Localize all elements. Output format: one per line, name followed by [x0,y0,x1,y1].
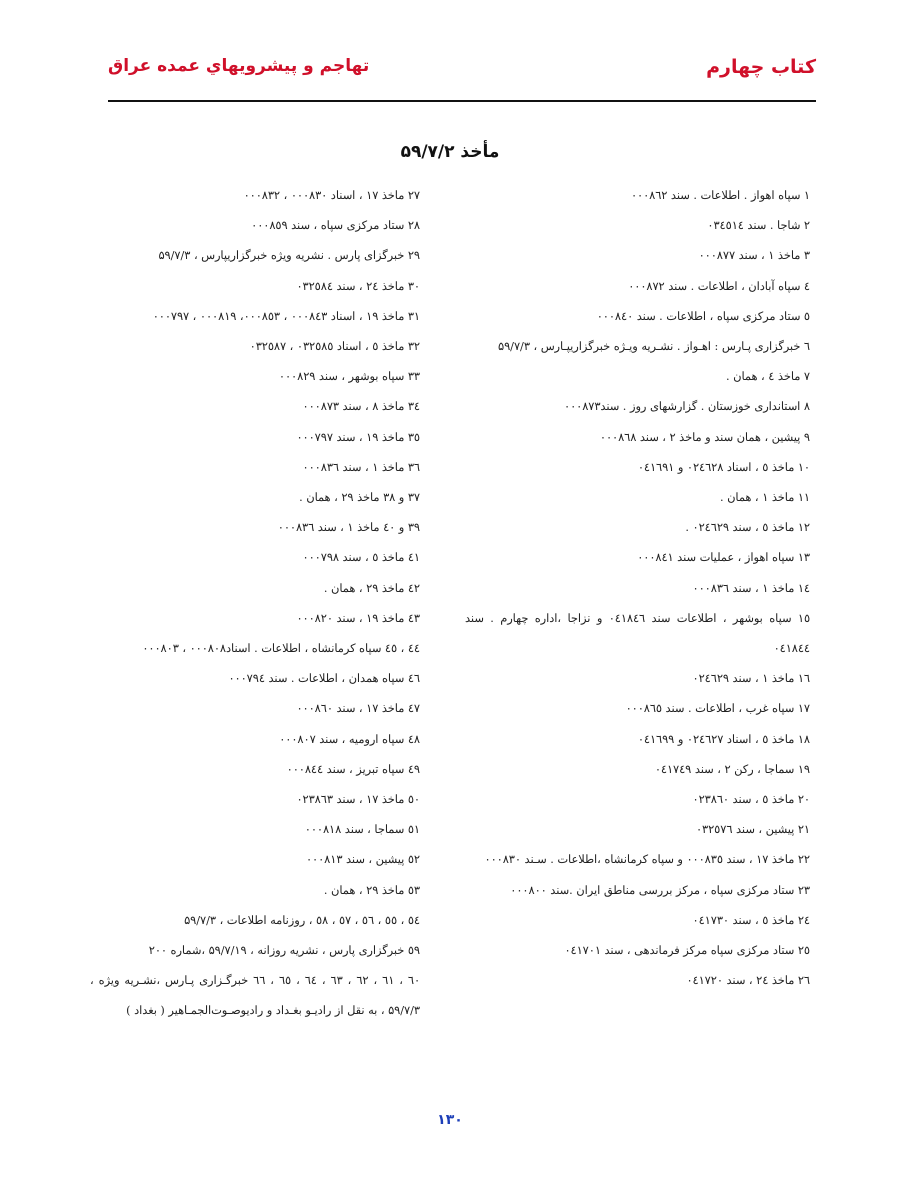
footnote-item: ۳۱ ماخذ ۱۹ ، اسناد ۰۰۰۸٤۳ ، ۰۰۰۸٥۳، ۰۰۰۸۱۹ ، ۰۰۰۷۹۷ [152,309,420,323]
header-divider [108,100,816,102]
footnote-item: ۲۲ ماخذ ۱۷ ، سند ۰۰۰۸۳٥ و سپاه کرمانشاه ،اطلاعات . سـند ۰۰۰۸۳۰ [484,853,810,867]
footnote-item: ٤۷ ماخذ ۱۷ ، سند ۰۰۰۸٦۰ [296,702,420,716]
footnote-item: ۲۹ خبرگزای پارس . نشریه ویژه خبرگزاریپارس ، ۵۹/۷/۳ [158,249,420,263]
footnote-item: ۷ ماخذ ٤ ، همان . [726,370,810,384]
footnote-item: ۱۹ سماجا ، رکن ۲ ، سند ۰٤۱۷٤۹ [654,762,810,776]
footnote-item: ۳٦ ماخذ ۱ ، سند ۰۰۰۸۳٦ [302,460,420,474]
footnote-item: ١٤ ماخذ ۱ ، سند ۰۰۰۸۳٦ [692,581,810,595]
footnote-item: ١٦ ماخذ ۱ ، سند ۰۲٤٦۲۹ [692,672,810,686]
footnote-item: ٤۸ سپاه ارومیه ، سند ۰۰۰۸۰۷ [279,732,420,746]
footnote-item: ۱۰ ماخذ ٥ ، اسناد ۰۲٤٦۲۸ و ۰٤۱٦۹۱ [637,460,810,474]
footnote-item: ۳٤ ماخذ ۸ ، سند ۰۰۰۸۷۳ [302,400,420,414]
footnote-item: ٤۱ ماخذ ٥ ، سند ۰۰۰۷۹۸ [302,551,420,565]
footnote-item: ٥۹ خبرگزاری پارس ، نشریه روزانه ، ۵۹/۷/۱۹ ،شماره ۲۰۰ [148,944,420,958]
footnote-item: ۳۰ ماخذ ٢٤ ، سند ۰۳۲٥۸٤ [296,279,420,293]
footnote-item: ٤۲ ماخذ ۲۹ ، همان . [323,581,420,595]
footnote-item: ۲۱ پیشین ، سند ۰۳۲٥۷٦ [695,823,810,837]
footnote-item: ٤۹ سپاه تبریز ، سند ۰۰۰۸٤٤ [286,762,420,776]
footnote-item: ۱۱ ماخذ ۱ ، همان . [719,491,810,505]
footnote-item: ٥۰ ماخذ ۱۷ ، سند ۰۲۳۸٦۳ [296,793,420,807]
footnote-item: ۳ ماخذ ۱ ، سند ۰۰۰۸۷۷ [698,249,810,263]
footnote-item: ۸ استانداری خوزستان . گزارشهای روز . سند۰۰۰۸۷۳ [564,400,810,414]
footnote-item: ٦ خبرگزاری پـارس : اهـواز . نشـريه ويـژه خبرگزاريپـارس ، ۵۹/۷/۳ [498,340,810,354]
footnote-item: ٥٤ ، ٥٥ ، ٥٦ ، ٥۷ ، ٥۸ ، روزنامه اطلاعات ، ۵۹/۷/۳ [184,913,420,927]
footnote-item: ١٥ سپاه بوشهر ، اطلاعات سند ۰٤۱۸٤٦ و نزاجا ،اداره چهارم . سند ۰٤۱۸٤٤ [465,611,811,656]
notes-column-right [465,181,810,996]
footnote-item: ٤۳ ماخذ ۱۹ ، سند ۰۰۰۸۲۰ [296,611,420,625]
footnote-item: ٤ سپاه آبادان ، اطلاعات . سند ۰۰۰۸۷۲ [628,279,810,293]
footnote-item: ۳۲ ماخذ ٥ ، اسناد ۰۳۲٥۸٥ ، ۰۳۲٥۸۷ [249,340,420,354]
footnote-item: ۱ سپاه اهواز . اطلاعات . سند ۰۰۰۸٦۲ [630,189,810,202]
footnote-item: ٢٤ ماخذ ٥ ، سند ۰٤۱۷۳۰ [692,913,810,927]
footnote-item: ۲ شاجا . سند ۰۳٤٥١٤ [707,219,810,233]
footnote-item: ۲٦ ماخذ ٢٤ ، سند ۰٤۱۷۲۰ [686,974,810,988]
footnote-item: ٥۲ پیشین ، سند ۰۰۰۸۱۳ [305,853,420,867]
footnote-item: ٥ ستاد مرکزی سپاه ، اطلاعات . سند ۰۰۰۸٤۰ [596,309,810,323]
footnote-item: ٥۱ سماجا ، سند ۰۰۰۸۱۸ [304,823,420,837]
page-number: ۱۳۰ [437,1112,463,1128]
footnote-item: ۲۳ ستاد مرکزی سپاه ، مرکز بررسی مناطق ایران .سند ۰۰۰۸۰۰ [510,883,810,897]
book-title: كتاب چهارم [706,56,816,78]
footnote-item: ۲٥ ستاد مرکزی سپاه مرکز فرماندهی ، سند ۰٤۱۷۰۱ [564,944,810,958]
footnote-item: ۱۲ ماخذ ٥ ، سند ۰۲٤٦۲۹ . [685,521,810,535]
footnote-item: ٥۳ ماخذ ۲۹ ، همان . [323,883,420,897]
footnote-item: ۱۷ سپاه غرب ، اطلاعات . سند ۰۰۰۸٦٥ [625,702,810,716]
notes-column-left [90,181,420,1027]
page-header [108,56,816,86]
footnote-item: ۹ پیشین ، همان سند و ماخذ ۲ ، سند ۰۰۰۸٦۸ [599,430,810,444]
chapter-title: تهاجم و پيشرويهاي عمده عراق [108,56,370,76]
footnote-item: ۳٥ ماخذ ۱۹ ، سند ۰۰۰۷۹۷ [296,430,420,444]
footnote-item: ۳۹ و ٤۰ ماخذ ۱ ، سند ۰۰۰۸۳٦ [277,521,420,535]
footnote-item: ۱۸ ماخذ ٥ ، اسناد ۰۲٤٦۲۷ و ۰٤۱٦۹۹ [637,732,810,746]
footnote-item: ۱۳ سپاه اهواز ، عملیات سند ۰۰۰۸٤۱ [637,551,810,565]
footnote-item: ٦۰ ، ٦۱ ، ٦۲ ، ٦۳ ، ٦٤ ، ٦٥ ، ٦٦ خبرگـزاری پـارس ،نشـریه ویژه ، ۵۹/۷/۳ ، به نقل از رادیـو بغـداد و رادیوصـوت‌الجمـاهیر ( بغداد ) [90,974,421,1018]
footnote-item: ۲۰ ماخذ ٥ ، سند ۰۲۳۸٦۰ [692,793,810,807]
section-title: مأخذ ۵۹/۷/۲ [400,142,500,162]
footnote-item: ٤٦ سپاه همدان ، اطلاعات . سند ۰۰۰۷۹٤ [228,672,420,686]
footnote-item: ۲۷ ماخذ ۱۷ ، اسناد ۰۰۰۸۳۰ ، ۰۰۰۸۳۲ [243,189,420,202]
footnote-item: ۳۷ و ۳۸ ماخذ ۲۹ ، همان . [299,491,420,505]
footnote-item: ۳۳ سپاه بوشهر ، سند ۰۰۰۸۲۹ [278,370,420,384]
footnote-item: ٤٤ ، ٤٥ سپاه کرمانشاه ، اطلاعات . اسناد۰۰۰۸۰۸ ، ۰۰۰۸۰۳ [142,642,420,656]
footnote-item: ۲۸ ستاد مرکزی سپاه ، سند ۰۰۰۸٥۹ [251,219,420,233]
